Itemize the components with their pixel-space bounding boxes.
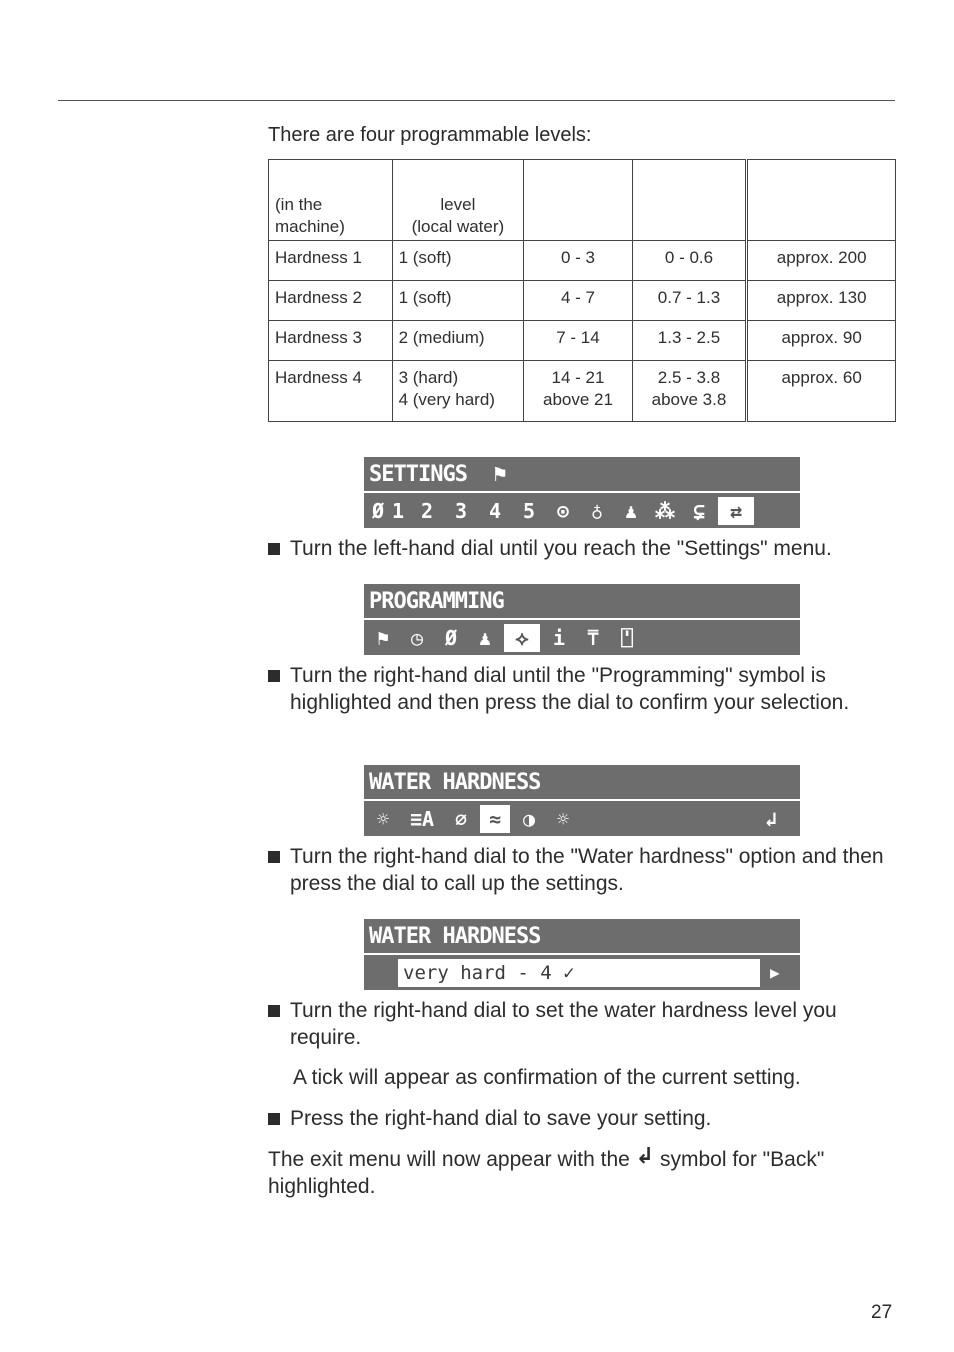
table-cell: 1.3 - 2.5 [632, 321, 747, 361]
table-row [269, 321, 896, 361]
water-hardness-title: WATER HARDNESS [364, 919, 800, 955]
table-cell: 2.5 - 3.8 above 3.8 [632, 361, 747, 422]
table-cell: 14 - 21 above 21 [524, 361, 633, 422]
program-2-icon[interactable]: 2 [420, 498, 434, 523]
table-cell: approx. 60 [747, 361, 896, 422]
settings-icon[interactable]: ⇄ [718, 497, 754, 525]
table-cell: 0 - 3 [524, 241, 633, 281]
table-cell: approx. 130 [747, 281, 896, 321]
service-icon[interactable]: ⍑ [586, 625, 600, 650]
person-icon[interactable]: ♟ [478, 625, 492, 650]
programming-display [364, 584, 800, 655]
programming-title: PROGRAMMING [364, 584, 800, 620]
program-4-icon[interactable]: 4 [488, 498, 502, 523]
info-icon[interactable]: i [552, 625, 566, 650]
water-hardness-value-display [364, 919, 800, 990]
table-cell: 0.7 - 1.3 [632, 281, 747, 321]
header-cell [632, 160, 747, 241]
table-header-row [269, 160, 896, 241]
hardness-table [268, 159, 896, 422]
timer-icon[interactable]: ⊙ [556, 498, 570, 523]
step-text: Turn the right-hand dial to the "Water hardness" option and then press the dial to call up the settings. [290, 845, 884, 895]
zero-icon[interactable]: Ø [444, 625, 458, 650]
settings-display [364, 457, 800, 528]
table-cell: 1 (soft) [392, 241, 524, 281]
contrast-icon[interactable]: ◑ [522, 806, 536, 831]
bullet-square [268, 851, 280, 863]
flag-icon[interactable]: ⚑ [376, 625, 390, 650]
intro-text: There are four programmable levels: [268, 124, 592, 146]
exit-text-after: symbol for "Back" highlighted. [268, 1148, 825, 1198]
step-5 [268, 1105, 890, 1132]
flag-icon: ⚑ [493, 462, 506, 487]
header-cell: (in the machine) [269, 160, 393, 241]
off-icon[interactable]: ⌀ [454, 806, 468, 831]
top-rule [58, 100, 895, 101]
header-cell [524, 160, 633, 241]
table-cell: 1 (soft) [392, 281, 524, 321]
step-text: Turn the right-hand dial to set the water hardness level you require. [290, 999, 837, 1049]
water-hardness-icon[interactable]: ≈ [480, 805, 510, 833]
header-cell [747, 160, 896, 241]
step-1 [268, 535, 890, 562]
table-row [269, 241, 896, 281]
light-icon[interactable]: ☼ [556, 806, 570, 831]
water-hardness-title: WATER HARDNESS [364, 765, 800, 801]
program-3-icon[interactable]: 3 [454, 498, 468, 523]
bullet-square [268, 1113, 280, 1125]
clock-icon[interactable]: ◷ [410, 625, 424, 650]
table-cell: approx. 200 [747, 241, 896, 281]
table-cell: approx. 90 [747, 321, 896, 361]
exit-text-before: The exit menu will now appear with the [268, 1148, 630, 1171]
bullet-square [268, 1005, 280, 1017]
page-number: 27 [871, 1302, 893, 1323]
dispenser-icon[interactable]: ♁ [590, 498, 604, 523]
step-text: Press the right-hand dial to save your setting. [290, 1107, 712, 1130]
value-row [364, 955, 800, 990]
person-icon[interactable]: ♟ [624, 498, 638, 523]
table-cell: 0 - 0.6 [632, 241, 747, 281]
table-cell: Hardness 2 [269, 281, 393, 321]
table-cell: 7 - 14 [524, 321, 633, 361]
step-2 [268, 662, 890, 716]
spray-icon[interactable]: ⁂ [655, 498, 675, 523]
water-hardness-icon-row [364, 801, 800, 836]
programming-icon[interactable]: ⟡ [504, 624, 540, 652]
hook-icon[interactable]: ⊊ [692, 498, 706, 523]
bullet-square [268, 670, 280, 682]
water-hardness-value[interactable]: very hard - 4 ✓ [398, 959, 760, 987]
table-cell: 2 (medium) [392, 321, 524, 361]
tick-note: A tick will appear as confirmation of the current setting. [293, 1066, 801, 1089]
table-cell: Hardness 1 [269, 241, 393, 281]
brightness-icon[interactable]: ☼ [376, 806, 390, 831]
table-cell: 3 (hard) 4 (very hard) [392, 361, 524, 422]
programming-icon-row [364, 620, 800, 655]
step-text: Turn the right-hand dial until the "Programming" symbol is highlighted and then press the dial to confirm your selection. [290, 664, 850, 714]
header-cell: level (local water) [392, 160, 524, 241]
water-hardness-menu-display [364, 765, 800, 836]
factory-icon[interactable]: ⍞ [620, 625, 634, 650]
table-row [269, 361, 896, 422]
table-row [269, 281, 896, 321]
table-cell: Hardness 4 [269, 361, 393, 422]
program-1-icon[interactable]: 1 [391, 498, 405, 523]
spray-arm-icon[interactable]: ≡A [409, 806, 435, 831]
table-cell: 4 - 7 [524, 281, 633, 321]
step-4 [268, 997, 890, 1051]
step-3 [268, 843, 890, 897]
settings-icon-row [364, 493, 800, 528]
back-icon[interactable]: ↲ [764, 806, 778, 831]
exit-paragraph [268, 1145, 893, 1200]
display-title [364, 457, 800, 493]
arrow-right-icon[interactable]: ▶ [770, 963, 780, 982]
table-cell: Hardness 3 [269, 321, 393, 361]
step-text: Turn the left-hand dial until you reach the "Settings" menu. [290, 537, 832, 560]
zero-icon[interactable]: Ø [371, 498, 385, 523]
settings-title: SETTINGS [369, 462, 467, 487]
bullet-square [268, 543, 280, 555]
program-5-icon[interactable]: 5 [522, 498, 536, 523]
back-icon: ↲ [635, 1143, 655, 1168]
